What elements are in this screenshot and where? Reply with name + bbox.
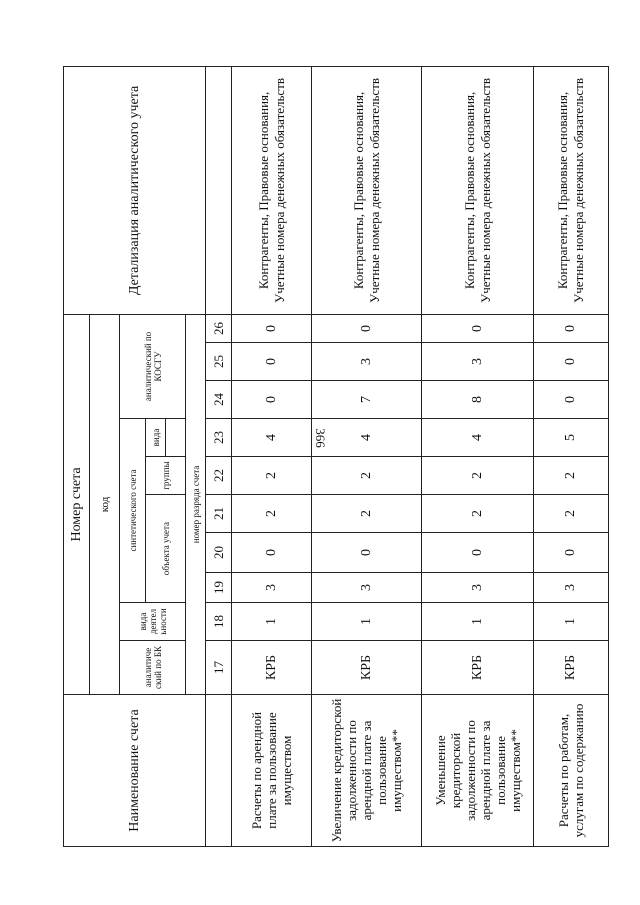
- row-name: Увеличение кредиторской задолженности по арендной плате за пользование имуществом**: [312, 695, 422, 847]
- row-value: 0: [312, 533, 422, 573]
- row-value: 0: [232, 533, 312, 573]
- row-value: 2: [232, 495, 312, 533]
- col-number: 22: [206, 457, 232, 495]
- col-number: 24: [206, 381, 232, 419]
- col-number: 25: [206, 343, 232, 381]
- header-kind-spacer: [166, 419, 186, 457]
- table-row: [232, 66, 312, 846]
- row-value: 0: [232, 343, 312, 381]
- row-value: 2: [422, 495, 534, 533]
- row-name: Уменьшение кредиторской задолженности по арендной плате за пользование имуществом**: [422, 695, 534, 847]
- col-number-spacer: [206, 66, 232, 314]
- row-value: 3: [312, 573, 422, 603]
- row-value: 2: [534, 495, 609, 533]
- row-value: 0: [422, 533, 534, 573]
- row-value: 4: [312, 419, 422, 457]
- row-value: 1: [534, 603, 609, 641]
- row-value: КРБ: [534, 641, 609, 695]
- header-detail: Детализация аналитического учета: [64, 66, 206, 314]
- header-digit-number: номер разряда счета: [186, 314, 206, 694]
- row-detail: Контрагенты, Правовые основания, Учетные номера денежных обязательств: [534, 66, 609, 314]
- row-value: 0: [232, 314, 312, 342]
- rotated-table-container: [63, 67, 588, 847]
- row-value: 1: [422, 603, 534, 641]
- header-analytic-bk: аналитиче ский по БК: [120, 641, 186, 695]
- row-value: КРБ: [312, 641, 422, 695]
- header-synthetic: синтетического счета: [120, 419, 146, 603]
- row-detail: Контрагенты, Правовые основания, Учетные номера денежных обязательств: [312, 66, 422, 314]
- row-value: 1: [312, 603, 422, 641]
- row-name: Расчеты по арендной плате за пользование имуществом: [232, 695, 312, 847]
- header-account-object: объекта учета: [146, 495, 186, 603]
- row-value: 0: [312, 314, 422, 342]
- row-value: 4: [232, 419, 312, 457]
- col-number: 23: [206, 419, 232, 457]
- row-value: 3: [422, 573, 534, 603]
- header-account-name: Наименование счета: [64, 695, 206, 847]
- col-number: 19: [206, 573, 232, 603]
- row-detail: Контрагенты, Правовые основания, Учетные номера денежных обязательств: [422, 66, 534, 314]
- row-value: 2: [232, 457, 312, 495]
- col-number: 17: [206, 641, 232, 695]
- row-value: КРБ: [232, 641, 312, 695]
- row-value: 0: [232, 381, 312, 419]
- table-row: [422, 66, 534, 846]
- row-value: 0: [422, 314, 534, 342]
- row-value: 3: [312, 343, 422, 381]
- row-value: 2: [422, 457, 534, 495]
- row-value: 7: [312, 381, 422, 419]
- row-value: 0: [534, 343, 609, 381]
- row-value: 8: [422, 381, 534, 419]
- row-value: 2: [312, 495, 422, 533]
- row-value: 4: [422, 419, 534, 457]
- header-kind: вида: [146, 419, 166, 457]
- header-account-number: Номер счета: [64, 314, 90, 694]
- col-number: 20: [206, 533, 232, 573]
- row-value: КРБ: [422, 641, 534, 695]
- row-value: 3: [534, 573, 609, 603]
- row-value: 0: [534, 533, 609, 573]
- row-value: 5: [534, 419, 609, 457]
- header-analytic-kosgu: аналитический по КОСГУ: [120, 314, 186, 418]
- page-number: 366: [313, 428, 328, 448]
- accounts-table: [63, 66, 609, 847]
- row-value: 3: [232, 573, 312, 603]
- row-detail: Контрагенты, Правовые основания, Учетные номера денежных обязательств: [232, 66, 312, 314]
- row-value: 2: [534, 457, 609, 495]
- table-row: [534, 66, 609, 846]
- header-group: группы: [146, 457, 186, 495]
- table-row: [312, 66, 422, 846]
- row-value: 1: [232, 603, 312, 641]
- row-value: 0: [534, 314, 609, 342]
- col-number: 18: [206, 603, 232, 641]
- header-code: код: [90, 314, 120, 694]
- row-value: 2: [312, 457, 422, 495]
- row-name: Расчеты по работам, услугам по содержанию: [534, 695, 609, 847]
- row-value: 0: [534, 381, 609, 419]
- header-activity-type: вида деятел ьности: [120, 603, 186, 641]
- row-value: 3: [422, 343, 534, 381]
- col-number-spacer: [206, 695, 232, 847]
- col-number: 21: [206, 495, 232, 533]
- col-number: 26: [206, 314, 232, 342]
